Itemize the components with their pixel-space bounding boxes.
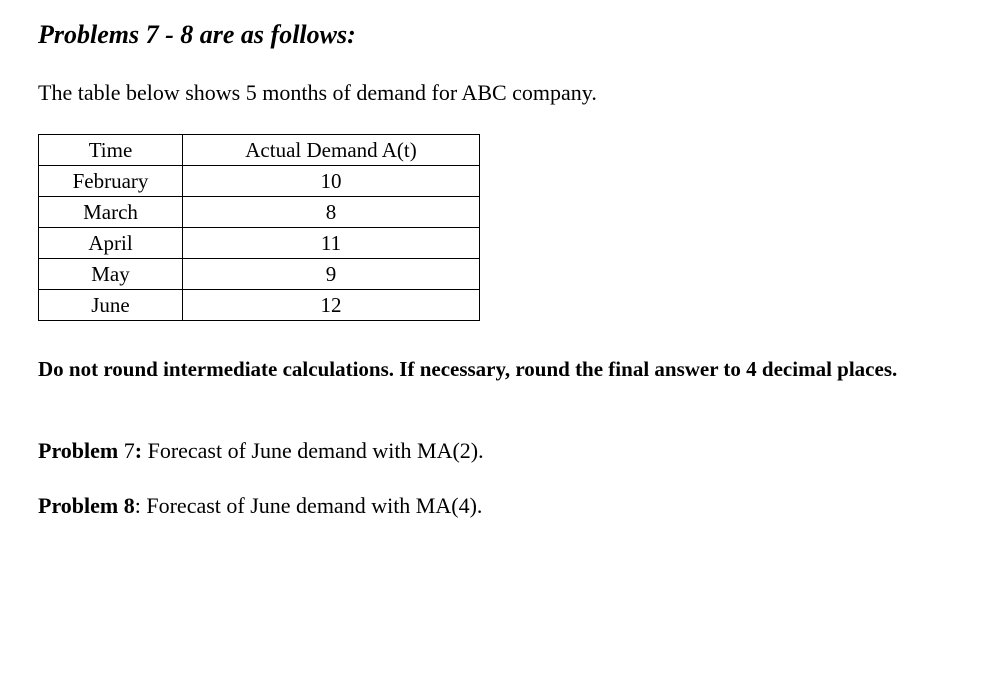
cell-month: April: [39, 228, 183, 259]
problem-8-text: Forecast of June demand with MA(4).: [140, 493, 483, 518]
problem-8: [38, 493, 482, 519]
intro-text: The table below shows 5 months of demand for ABC company.: [38, 80, 597, 105]
cell-demand: 12: [183, 290, 480, 321]
cell-month: May: [39, 259, 183, 290]
table-row: [39, 290, 480, 321]
cell-month: June: [39, 290, 183, 321]
heading: Problems 7 - 8 are as follows:: [38, 20, 356, 49]
table-row: [39, 197, 480, 228]
cell-demand: 9: [183, 259, 480, 290]
table-row: [39, 166, 480, 197]
problem-7-label: Problem: [38, 438, 119, 463]
header-time: Time: [39, 135, 183, 166]
table-header-row: [39, 135, 480, 166]
table-row: [39, 259, 480, 290]
table-row: [39, 228, 480, 259]
cell-demand: 10: [183, 166, 480, 197]
cell-demand: 8: [183, 197, 480, 228]
problem-8-colon: :: [134, 493, 141, 518]
problem-7: [38, 438, 484, 464]
problem-7-text: Forecast of June demand with MA(2).: [142, 438, 484, 463]
cell-month: February: [39, 166, 183, 197]
cell-month: March: [39, 197, 183, 228]
rounding-note: Do not round intermediate calculations. If necessary, round the final answer to 4 decimal places.: [38, 357, 898, 381]
problem-7-colon: :: [134, 438, 143, 463]
cell-demand: 11: [183, 228, 480, 259]
problem-8-label: Problem 8: [38, 493, 135, 518]
demand-table: [38, 134, 480, 321]
header-actual-demand: Actual Demand A(t): [183, 135, 480, 166]
problem-7-number: 7: [118, 438, 135, 463]
